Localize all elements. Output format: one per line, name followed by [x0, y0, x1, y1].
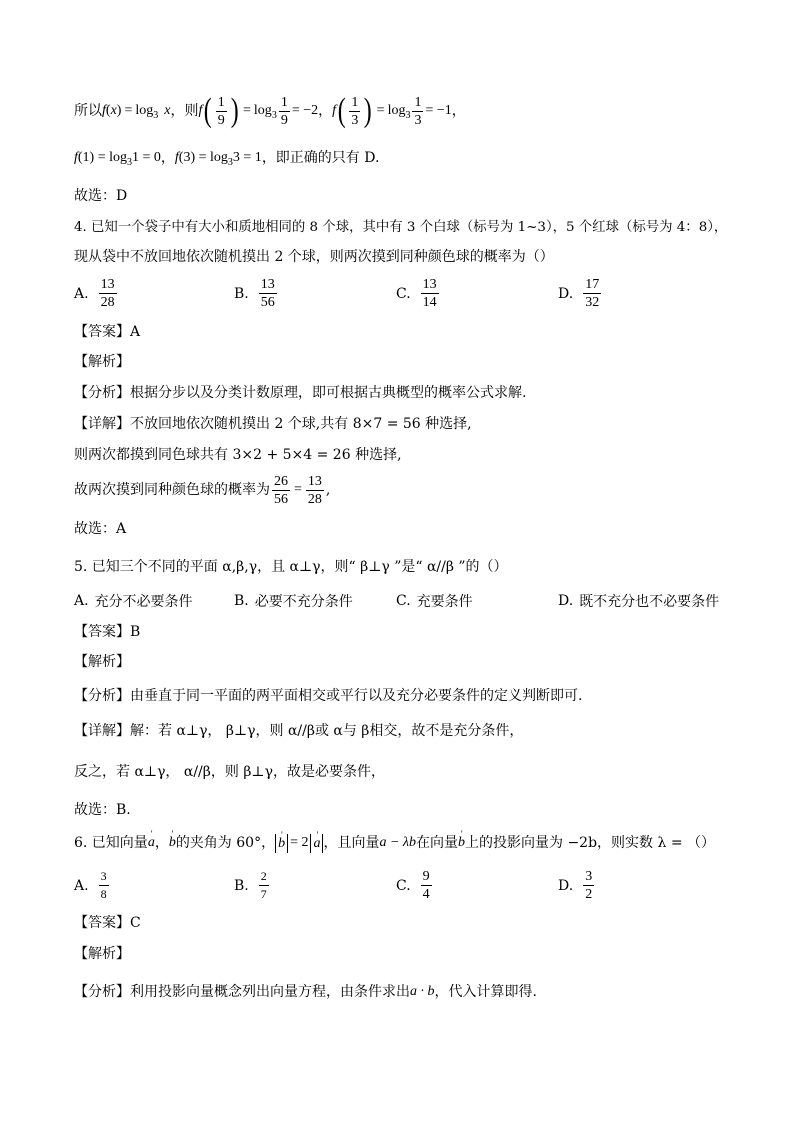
text-then: ，则: [170, 103, 199, 119]
frac-num: 1: [351, 94, 359, 110]
option-letter: B.: [234, 285, 249, 302]
vector-expr: a − λb: [379, 835, 416, 850]
q6-analysis-heading: 【解析】: [74, 946, 130, 962]
frac-num: 1: [414, 94, 422, 110]
q4-stem-1: 4. 已知一个袋子中有大小和质地相同的 8 个球，其中有 3 个白球（标号为 1~3），5 个红球（标号为 4：8），: [74, 220, 728, 235]
frac-num: 3: [585, 869, 593, 884]
frac-num: 13: [307, 473, 322, 489]
math-eq: =: [376, 103, 385, 118]
q5-detail-1: 【详解】解：若 α⊥γ， β⊥γ，则 α//β或 α与 β相交，故不是充分条件，: [74, 723, 524, 739]
option-text: 充分不必要条件: [94, 594, 193, 610]
math-x2: x: [164, 103, 171, 118]
frac-num: 1: [217, 94, 225, 110]
q5-select: 故选：B.: [74, 802, 131, 818]
q5-answer: 【答案】B: [74, 624, 141, 640]
frac-den: 9: [280, 112, 288, 128]
q4-detail-3: [74, 472, 330, 508]
vector-b: ' b: [278, 835, 285, 853]
q5-option-b: [234, 591, 353, 611]
norm-a: [310, 834, 323, 853]
q4-detail-1: 【详解】不放回地依次随机摸出 2 个球,共有 8×7 = 56 种选择,: [74, 416, 472, 432]
math-f: f: [102, 103, 106, 118]
solution-line-1: [74, 92, 466, 129]
text-stem: 6. 已知向量: [74, 835, 148, 851]
option-letter: A.: [74, 877, 89, 894]
q4-analysis: 【分析】根据分步以及分类计数原理，即可根据古典概型的概率公式求解.: [74, 385, 527, 401]
math-lparen: (: [337, 92, 346, 129]
q4-option-b: [234, 276, 279, 311]
frac-den: 3: [351, 112, 359, 128]
math-f3: f: [332, 103, 336, 118]
option-fraction: [583, 276, 601, 311]
q5-stem: 5. 已知三个不同的平面 α,β,γ，且 α⊥γ，则“ β⊥γ ”是“ α//β ”的（）: [74, 559, 508, 575]
q6-option-d: [558, 868, 596, 903]
vector-a: ' a: [313, 835, 320, 853]
q5-detail-2: 反之，若 α⊥γ， α//β，则 β⊥γ，故是必要条件，: [74, 764, 385, 780]
option-fraction: [259, 276, 277, 311]
math-lparen: (: [204, 92, 212, 129]
norm-b: [275, 834, 288, 853]
option-letter: D.: [558, 285, 574, 302]
math-eq: =: [243, 103, 251, 118]
math-expr: (1) = log: [77, 150, 127, 165]
text-on: 在向量: [416, 835, 458, 851]
option-letter: B.: [234, 877, 249, 894]
q4-stem-2: 现从袋中不放回地依次随机摸出 2 个球，则两次摸到同种颜色球的概率为（）: [74, 249, 554, 265]
q4-detail-2: 则两次都摸到同色球共有 3×2 + 5×4 = 26 种选择,: [74, 447, 402, 463]
frac-13-28: [306, 473, 324, 508]
math-f: f: [174, 150, 179, 165]
math-eq: =: [294, 482, 302, 497]
math-log: log: [387, 103, 406, 118]
frac-num: 13: [100, 277, 115, 292]
frac-den: 8: [100, 887, 107, 901]
option-letter: B.: [234, 593, 249, 609]
frac-1-3: [349, 94, 360, 129]
q5-option-d: [558, 591, 719, 611]
text-comma: ，: [154, 835, 169, 851]
frac-num: 9: [422, 869, 430, 884]
option-fraction: [99, 868, 109, 903]
math-expr: (3) = log: [178, 150, 228, 165]
q6-answer: 【答案】C: [74, 915, 141, 931]
frac-1-9: [216, 94, 227, 129]
math-result: = −1: [425, 103, 452, 118]
frac-den: 14: [422, 295, 437, 310]
math-log-base: 3: [127, 157, 132, 168]
frac-den: 7: [260, 887, 267, 901]
math-result: = −2: [291, 103, 319, 118]
text-prob: 故两次摸到同种颜色球的概率为: [74, 482, 270, 498]
frac-den: 9: [217, 112, 225, 128]
math-x: x: [110, 103, 117, 118]
option-fraction: [421, 868, 432, 903]
q4-option-a: [74, 276, 119, 311]
text-analysis: 【分析】利用投影向量概念列出向量方程，由条件求出: [74, 984, 410, 1000]
option-fraction: [583, 868, 594, 903]
math-eq: =: [124, 103, 133, 118]
math-expr: 3 = 1: [232, 150, 262, 165]
math-eq: = 2: [290, 835, 309, 850]
frac-26-56: [272, 473, 290, 508]
frac-num: 3: [99, 868, 109, 886]
math-rparen: ): [364, 92, 372, 129]
q4-select: 故选：A: [74, 521, 127, 537]
math-rparen: ): [230, 92, 239, 129]
math-log-base: 3: [153, 110, 159, 121]
frac-1-9b: [279, 94, 290, 129]
frac-den: 2: [585, 887, 593, 902]
frac-num: 1: [280, 94, 288, 110]
frac-den: 28: [307, 491, 322, 507]
frac-num: 13: [422, 277, 437, 292]
q4-option-d: [558, 276, 603, 311]
math-paren-x: (x): [105, 103, 122, 118]
q6-stem: [74, 833, 715, 853]
option-text: 必要不充分条件: [254, 594, 353, 610]
option-fraction: [259, 868, 269, 903]
q6-option-a: [74, 868, 111, 903]
option-text: 既不充分也不必要条件: [579, 594, 720, 610]
frac-den: 56: [260, 295, 275, 310]
text-comma: ，: [160, 150, 175, 166]
vector-b: ' b: [458, 833, 465, 853]
text-and: ，且向量: [323, 835, 380, 851]
frac-num: 2: [259, 868, 269, 886]
text-proj: 上的投影向量为 −2b，则实数 λ = （）: [465, 835, 716, 851]
option-letter: D.: [558, 593, 574, 609]
q5-option-c: [396, 591, 473, 611]
option-fraction: [99, 276, 117, 311]
text-comma: ，: [451, 103, 466, 119]
q6-option-b: [234, 868, 271, 903]
option-text: 充要条件: [416, 594, 473, 610]
frac-num: 26: [274, 473, 288, 489]
frac-den: 28: [100, 295, 115, 310]
select-d: 故选：D: [74, 188, 128, 204]
option-letter: A.: [74, 593, 89, 609]
math-log-base: 3: [405, 110, 411, 121]
option-letter: C.: [396, 285, 411, 302]
frac-den: 4: [422, 887, 430, 902]
option-letter: C.: [396, 593, 411, 609]
text-conclusion: ，即正确的只有 D.: [261, 150, 380, 166]
text-comma: ,: [325, 482, 331, 498]
text-analysis-tail: ，代入计算即得.: [434, 984, 537, 1000]
option-letter: C.: [396, 877, 411, 894]
frac-num: 17: [585, 277, 600, 292]
q6-option-c: [396, 868, 434, 903]
q5-analysis: 【分析】由垂直于同一平面的两平面相交或平行以及充分必要条件的定义判断即可.: [74, 688, 583, 704]
math-log-base: 3: [271, 110, 277, 121]
frac-den: 3: [414, 112, 422, 128]
option-letter: D.: [558, 877, 574, 894]
frac-num: 13: [260, 277, 275, 292]
dot-product: a · b: [410, 984, 435, 999]
q4-analysis-heading: 【解析】: [74, 354, 130, 370]
option-fraction: [421, 276, 439, 311]
q5-analysis-heading: 【解析】: [74, 654, 130, 670]
text-comma: ，: [318, 103, 333, 119]
vector-b: ' b: [169, 833, 176, 853]
q4-answer: 【答案】A: [74, 324, 141, 340]
frac-den: 32: [585, 295, 600, 310]
math-expr: 1 = 0: [132, 150, 161, 165]
option-letter: A.: [74, 285, 89, 302]
solution-line-2: [74, 148, 379, 168]
frac-1-3b: [412, 94, 423, 129]
math-log: log: [135, 103, 154, 118]
q5-option-a: [74, 591, 193, 611]
text-so: 所以: [74, 103, 102, 119]
q4-option-c: [396, 276, 441, 311]
math-f2: f: [198, 103, 203, 118]
text-angle: 的夹角为 60°，: [175, 835, 276, 851]
math-log-base: 3: [227, 157, 233, 168]
vector-a: ' a: [148, 833, 155, 853]
math-f: f: [74, 150, 78, 165]
q6-analysis: [74, 982, 537, 1002]
frac-den: 56: [274, 491, 288, 507]
math-log: log: [253, 103, 272, 118]
